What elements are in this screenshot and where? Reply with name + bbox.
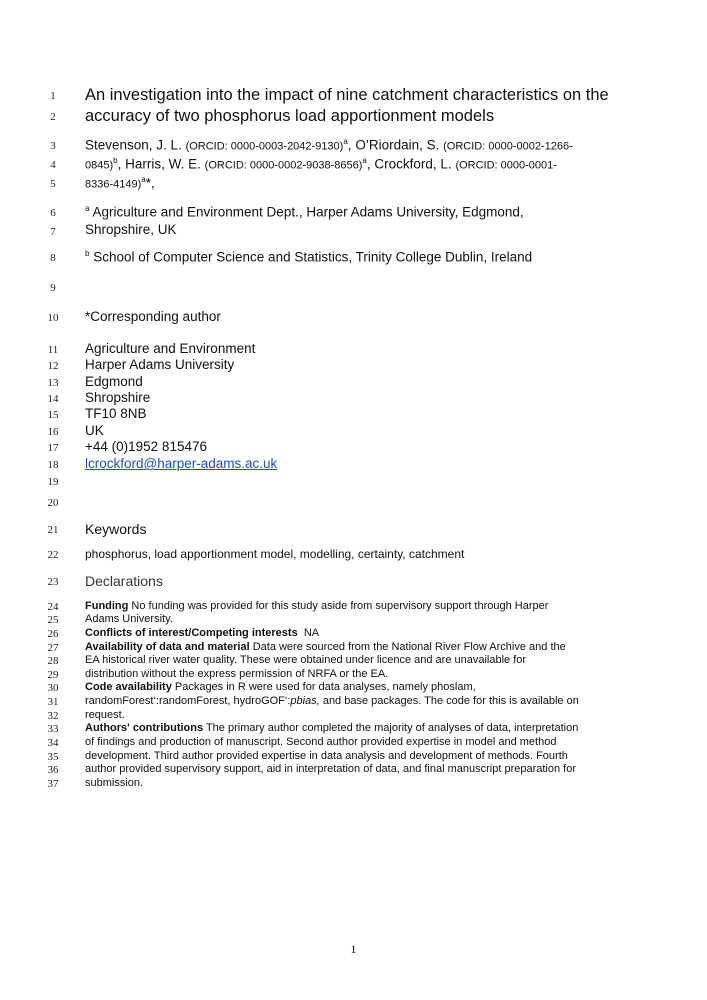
affiliation-a-line-2: Shropshire, UK [85, 222, 177, 237]
line-number: 5 [50, 178, 56, 190]
line-number: 11 [47, 344, 59, 356]
line-number: 35 [47, 751, 59, 763]
email-link[interactable]: lcrockford@harper-adams.ac.uk [85, 456, 278, 471]
line-number: 21 [47, 524, 59, 536]
line-number: 8 [50, 252, 56, 264]
author-orcid: (ORCID: 0000-0002-1266- [443, 140, 573, 153]
declaration-text: distribution without the express permission of NRFA or the EA. [85, 668, 389, 680]
phone-number: +44 (0)1952 815476 [85, 439, 207, 454]
declaration-text: request. [85, 709, 125, 721]
address-line: Agriculture and Environment [85, 341, 256, 356]
author-name: Stevenson, J. L. [85, 137, 182, 153]
line-number: 15 [47, 409, 59, 421]
keywords-text: phosphorus, load apportionment model, modelling, certainty, catchment [85, 547, 465, 561]
line-number: 1 [50, 90, 56, 102]
line-number: 23 [47, 576, 59, 588]
address-line: Edgmond [85, 374, 143, 389]
declaration-label: Funding [85, 600, 129, 612]
declaration-text: Adams University. [85, 613, 173, 625]
line-number: 20 [47, 497, 59, 509]
author-orcid: (ORCID: 0000-0002-9038-8656) [204, 159, 363, 172]
line-number: 26 [47, 628, 59, 640]
author-name: Harris, W. E. [125, 156, 201, 172]
line-number: 27 [47, 642, 59, 654]
declaration-text: development. Third author provided expertise in data analysis and development of methods. Fourth [85, 750, 568, 762]
line-number: 22 [47, 549, 59, 561]
affiliation-marker: a [141, 175, 146, 184]
page-number: 1 [350, 942, 357, 956]
line-number: 17 [47, 442, 59, 454]
declaration-availability: Availability of data and material Data were sourced from the National River Flow Archive and the [85, 641, 566, 653]
author-line-3: 8336-4149)$^a$*, [85, 175, 155, 191]
declaration-code: Code availability Packages in R were used for data analyses, namely phoslam, [85, 681, 476, 693]
line-number: 25 [47, 614, 59, 626]
line-number: 12 [47, 360, 59, 372]
line-number: 16 [47, 426, 59, 438]
line-number: 32 [47, 710, 59, 722]
declaration-text: submission. [85, 777, 144, 789]
declaration-text: EA historical river water quality. These were obtained under licence and are unavailable for [85, 654, 527, 666]
line-number: 24 [47, 601, 59, 613]
author-line-1: Stevenson, J. L. (ORCID: 0000-0003-2042-9130)$^a$, O’Riordain, S. (ORCID: 0000-0002-1266- [85, 137, 573, 153]
line-number: 2 [50, 111, 56, 123]
address-line: Harper Adams University [85, 357, 235, 372]
affiliation-marker: a [343, 137, 348, 146]
declaration-funding: Funding No funding was provided for this study aside from supervisory support through Harper [85, 600, 549, 612]
line-number: 37 [47, 778, 59, 790]
author-orcid: 8336-4149) [85, 178, 142, 191]
paper-title-line-2: accuracy of two phosphorus load apportionment models [85, 107, 495, 125]
declaration-text: randomForest‘:randomForest, hydroGOF‘:pbias, and base packages. The code for this is available on [85, 695, 579, 707]
line-number: 13 [47, 377, 59, 389]
address-line: Shropshire [85, 390, 151, 405]
line-number: 31 [47, 696, 59, 708]
author-orcid: 0845) [85, 159, 114, 172]
line-number: 34 [47, 737, 59, 749]
corresponding-author-heading: *Corresponding author [85, 309, 221, 324]
line-number: 30 [47, 682, 59, 694]
line-number: 6 [50, 207, 56, 219]
affiliation-b: $^b$ School of Computer Science and Statistics, Trinity College Dublin, Ireland [85, 249, 533, 265]
author-orcid: (ORCID: 0000-0003-2042-9130) [185, 140, 344, 153]
paper-title-line-1: An investigation into the impact of nine catchment characteristics on the [85, 86, 609, 104]
declaration-conflicts: Conflicts of interest/Competing interests NA [85, 627, 320, 639]
line-number: 18 [47, 459, 59, 471]
declaration-label: Availability of data and material [85, 641, 250, 653]
author-name: Crockford, L. [374, 156, 452, 172]
author-orcid: (ORCID: 0000-0001- [455, 159, 557, 172]
declaration-label: Authors' contributions [85, 722, 204, 734]
line-number: 29 [47, 669, 59, 681]
affiliation-marker: a [362, 156, 367, 165]
address-line: UK [85, 423, 104, 438]
line-number: 33 [47, 723, 59, 735]
line-number: 9 [50, 282, 56, 294]
line-number: 10 [47, 312, 59, 324]
address-line: TF10 8NB [85, 406, 147, 421]
declarations-heading: Declarations [85, 573, 163, 589]
affiliation-marker: b [85, 249, 90, 258]
author-line-2: 0845)$^b$, Harris, W. E. (ORCID: 0000-0002-9038-8656)$^a$, Crockford, L. (ORCID: 0000-0001- [85, 156, 557, 172]
declaration-label: Code availability [85, 681, 172, 693]
declaration-text: author provided supervisory support, aid in interpretation of data, and final manuscript preparation for [85, 763, 577, 775]
declaration-label: Conflicts of interest/Competing interests [85, 627, 298, 639]
corresponding-marker: * [145, 175, 151, 191]
line-number: 36 [47, 764, 59, 776]
declaration-text: of findings and production of manuscript. Second author provided expertise in model and method [85, 736, 557, 748]
declaration-contributions: Authors' contributions The primary author completed the majority of analyses of data, interpretation [85, 722, 579, 734]
affiliation-marker: a [85, 204, 90, 213]
line-number: 4 [50, 159, 56, 171]
author-name: O’Riordain, S. [355, 137, 440, 153]
line-number: 28 [47, 655, 59, 667]
affiliation-a-line-1: $^a$ Agriculture and Environment Dept., Harper Adams University, Edgmond, [85, 204, 524, 220]
line-number: 14 [47, 393, 59, 405]
line-number: 7 [50, 226, 56, 238]
keywords-heading: Keywords [85, 521, 147, 537]
affiliation-marker: b [113, 156, 118, 165]
line-number: 3 [50, 140, 56, 152]
line-number: 19 [47, 476, 59, 488]
